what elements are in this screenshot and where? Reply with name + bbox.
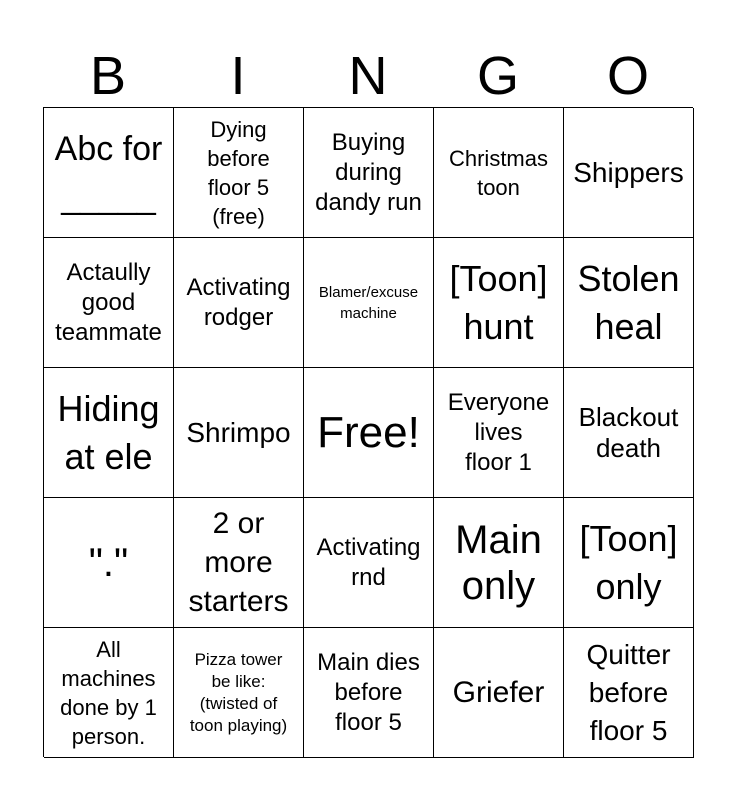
cell-text: Stolen heal [577,257,680,347]
bingo-cell-r1-c1 [44,108,174,238]
header-letter-i: I [230,46,246,106]
bingo-cell-r2-c5 [564,238,694,368]
header-letter-g: G [476,46,519,106]
cell-text: Activating rodger [186,273,291,331]
bingo-cell-r2-c3 [304,238,434,368]
cell-text: Christmas toon [448,145,548,200]
cell-text: 2 or more starters [188,507,289,618]
bingo-cell-r4-c1 [44,498,174,628]
cell-text: Shippers [573,156,684,188]
bingo-cell-r5-c5 [564,628,694,758]
cell-text: Activating rnd [316,533,421,591]
cell-text: Dying before floor 5 (free) [207,116,270,229]
cell-text: Buying during dandy run [315,128,422,216]
cell-text: Actaully good teammate [55,258,162,346]
cell-text: Abc for _____ [54,129,163,216]
bingo-cell-r1-c3 [304,108,434,238]
bingo-cell-r4-c5 [564,498,694,628]
cell-text: [Toon] only [579,517,678,607]
cell-text: Griefer [452,676,545,709]
bingo-cell-r3-c1 [44,368,174,498]
cell-text: Main only [455,517,542,608]
cell-text: Pizza tower be like: (twisted of toon playing) [189,649,288,735]
cell-text: Blamer/excuse machine [318,283,419,322]
bingo-cell-r1-c2 [174,108,304,238]
cell-text: Everyone lives floor 1 [447,388,550,476]
header-letter-n: N [348,46,388,106]
bingo-cell-r3-c3 [304,368,434,498]
bingo-cell-r3-c2 [174,368,304,498]
bingo-cell-r3-c5 [564,368,694,498]
cell-text: Free! [317,407,420,457]
bingo-cell-r5-c2 [174,628,304,758]
bingo-header [43,48,693,104]
cell-text: Hiding at ele [57,387,160,477]
bingo-cell-r5-c1 [44,628,174,758]
bingo-cell-r2-c4 [434,238,564,368]
cell-text: Main dies before floor 5 [317,648,420,736]
bingo-cell-r4-c3 [304,498,434,628]
bingo-cell-r1-c5 [564,108,694,238]
bingo-cell-r1-c4 [434,108,564,238]
header-letter-b: B [89,46,127,106]
cell-text: Shrimpo [186,416,291,448]
header-letter-o: O [606,46,649,106]
cell-text: "." [88,540,129,585]
bingo-grid [43,107,693,757]
bingo-cell-r3-c4 [434,368,564,498]
cell-text: [Toon] hunt [449,257,548,347]
bingo-cell-r4-c2 [174,498,304,628]
bingo-cell-r5-c3 [304,628,434,758]
bingo-cell-r4-c4 [434,498,564,628]
cell-text: Quitter before floor 5 [586,638,671,746]
cell-text: Blackout death [578,401,679,463]
bingo-cell-r5-c4 [434,628,564,758]
bingo-cell-r2-c2 [174,238,304,368]
bingo-cell-r2-c1 [44,238,174,368]
cell-text: All machines done by 1 person. [60,636,157,749]
